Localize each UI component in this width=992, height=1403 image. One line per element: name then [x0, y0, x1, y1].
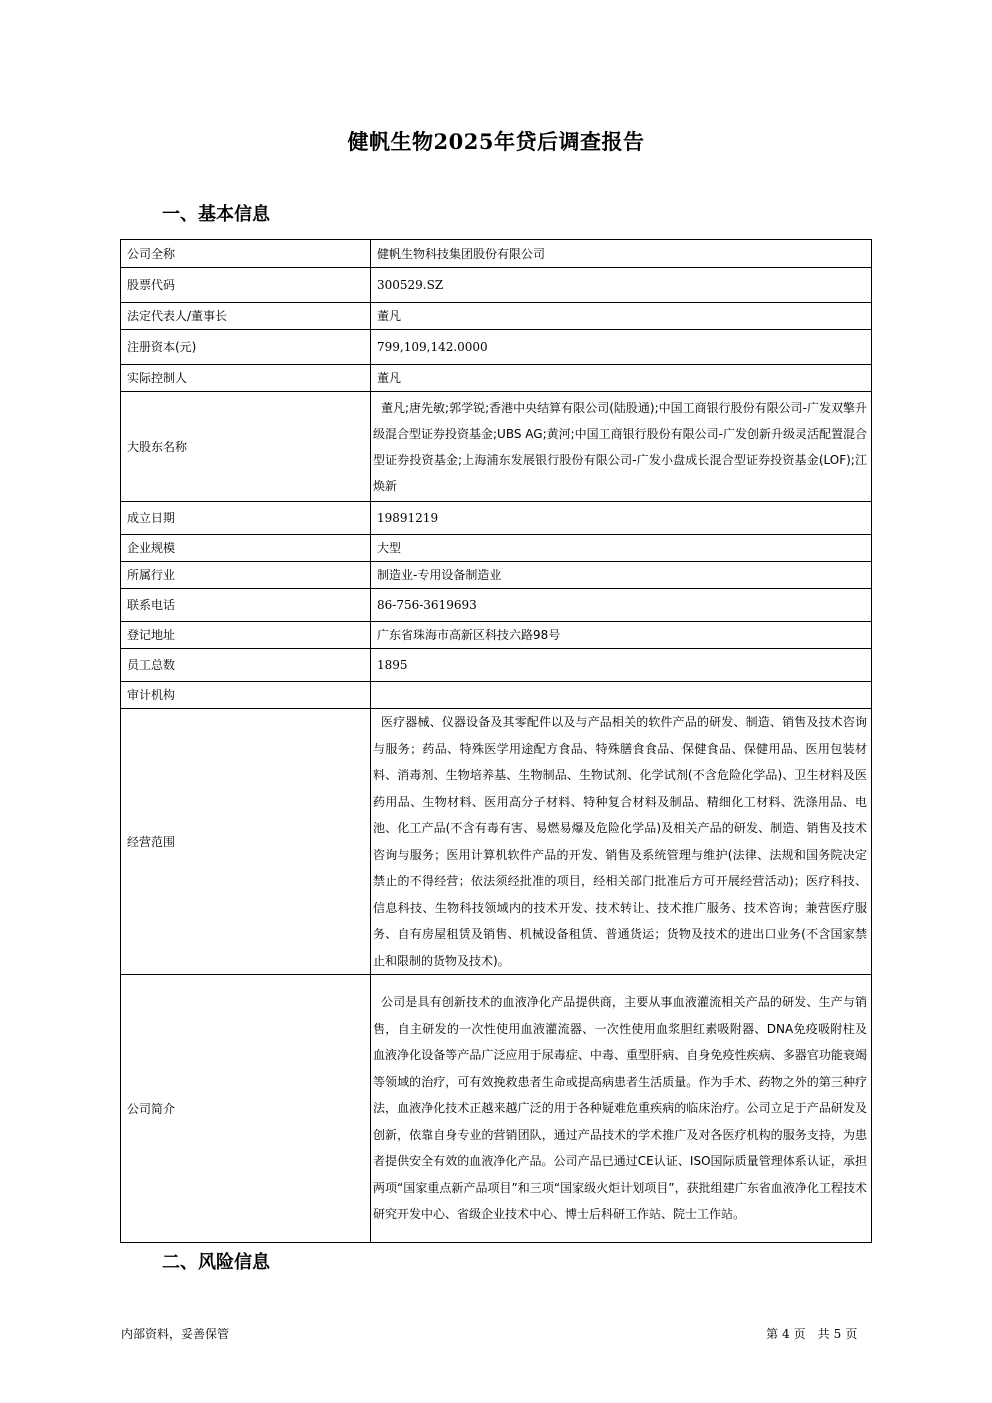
- table-row: [121, 975, 872, 1243]
- table-row: [121, 682, 872, 709]
- row-label: 企业规模: [121, 535, 371, 562]
- basic-info-table: [120, 239, 872, 1243]
- table-row: [121, 330, 872, 365]
- row-label: 实际控制人: [121, 365, 371, 392]
- row-label: 登记地址: [121, 622, 371, 649]
- row-label: 联系电话: [121, 589, 371, 622]
- row-value: 广东省珠海市高新区科技六路98号: [371, 622, 872, 649]
- table-row: [121, 535, 872, 562]
- row-value: 300529.SZ: [371, 268, 872, 303]
- row-label: 公司简介: [121, 975, 371, 1243]
- row-label: 注册资本(元): [121, 330, 371, 365]
- row-label: 成立日期: [121, 502, 371, 535]
- document-title: 健帆生物2025年贷后调查报告: [347, 129, 645, 154]
- row-label: 审计机构: [121, 682, 371, 709]
- row-value: 董凡;唐先敏;郭学锐;香港中央结算有限公司(陆股通);中国工商银行股份有限公司-广发双擎升级混合型证券投资基金;UBS AG;黄河;中国工商银行股份有限公司-广发创新升级灵活配置混合型证券投资基金;上海浦东发展银行股份有限公司-广发小盘成长混合型证券投资基金(LOF);江焕新: [371, 392, 872, 502]
- row-label: 大股东名称: [121, 392, 371, 502]
- row-label: 法定代表人/董事长: [121, 303, 371, 330]
- table-row: [121, 709, 872, 975]
- footer-confidential-note: 内部资料，妥善保管: [121, 1327, 230, 1341]
- section-heading-risk-info: 二、风险信息: [162, 1252, 270, 1273]
- page-mid: 页 共: [793, 1327, 830, 1341]
- row-value: 1895: [371, 649, 872, 682]
- row-value: 董凡: [371, 303, 872, 330]
- page-prefix: 第: [766, 1327, 779, 1341]
- page-current: 4: [782, 1327, 790, 1341]
- row-value: 董凡: [371, 365, 872, 392]
- table-row: [121, 622, 872, 649]
- table-row: [121, 365, 872, 392]
- page-total: 5: [833, 1327, 842, 1341]
- table-row: [121, 649, 872, 682]
- row-value: 医疗器械、仪器设备及其零配件以及与产品相关的软件产品的研发、制造、销售及技术咨询与服务；药品、特殊医学用途配方食品、特殊膳食食品、保健食品、保健用品、医用包装材料、消毒剂、生物培养基、生物制品、生物试剂、化学试剂(不含危险化学品)、卫生材料及医药用品、生物材料、医用高分子材料、特种复合材料及制品、精细化工材料、洗涤用品、电池、化工产品(不含有毒有害、易燃易爆及危险化学品)及相关产品的研发、制造、销售及技术咨询与服务；医用计算机软件产品的开发、销售及系统管理与维护(法律、法规和国务院决定禁止的不得经营；依法须经批准的项目，经相关部门批准后方可开展经营活动)；医疗科技、信息科技、生物科技领域内的技术开发、技术转让、技术推广服务、技术咨询；兼营医疗服务、自有房屋租赁及销售、机械设备租赁、普通货运；货物及技术的进出口业务(不含国家禁止和限制的货物及技术)。: [371, 709, 872, 975]
- row-value: 86-756-3619693: [371, 589, 872, 622]
- table-row: [121, 240, 872, 268]
- row-value: 健帆生物科技集团股份有限公司: [371, 240, 872, 268]
- footer-page-number: [766, 1325, 861, 1342]
- row-value: [371, 682, 872, 709]
- table-row: [121, 268, 872, 303]
- row-value: 制造业-专用设备制造业: [371, 562, 872, 589]
- row-value: 19891219: [371, 502, 872, 535]
- row-label: 股票代码: [121, 268, 371, 303]
- row-label: 所属行业: [121, 562, 371, 589]
- row-label: 经营范围: [121, 709, 371, 975]
- table-row: [121, 303, 872, 330]
- table-row: [121, 502, 872, 535]
- page-suffix: 页: [845, 1327, 858, 1341]
- row-value: 799,109,142.0000: [371, 330, 872, 365]
- row-label: 公司全称: [121, 240, 371, 268]
- table-row: [121, 589, 872, 622]
- row-label: 员工总数: [121, 649, 371, 682]
- row-value: 大型: [371, 535, 872, 562]
- table-row: [121, 562, 872, 589]
- row-value: 公司是具有创新技术的血液净化产品提供商，主要从事血液灌流相关产品的研发、生产与销售，自主研发的一次性使用血液灌流器、一次性使用血浆胆红素吸附器、DNA免疫吸附柱及血液净化设备等产品广泛应用于尿毒症、中毒、重型肝病、自身免疫性疾病、多器官功能衰竭等领域的治疗，可有效挽救患者生命或提高病患者生活质量。作为手术、药物之外的第三种疗法，血液净化技术正越来越广泛的用于各种疑难危重疾病的临床治疗。公司立足于产品研发及创新，依靠自身专业的营销团队，通过产品技术的学术推广及对各医疗机构的服务支持，为患者提供安全有效的血液净化产品。公司产品已通过CE认证、ISO国际质量管理体系认证，承担两项“国家重点新产品项目”和三项“国家级火炬计划项目”，获批组建广东省血液净化工程技术研究开发中心、省级企业技术中心、博士后科研工作站、院士工作站。: [371, 975, 872, 1243]
- section-heading-basic-info: 一、基本信息: [162, 204, 270, 225]
- table-row: [121, 392, 872, 502]
